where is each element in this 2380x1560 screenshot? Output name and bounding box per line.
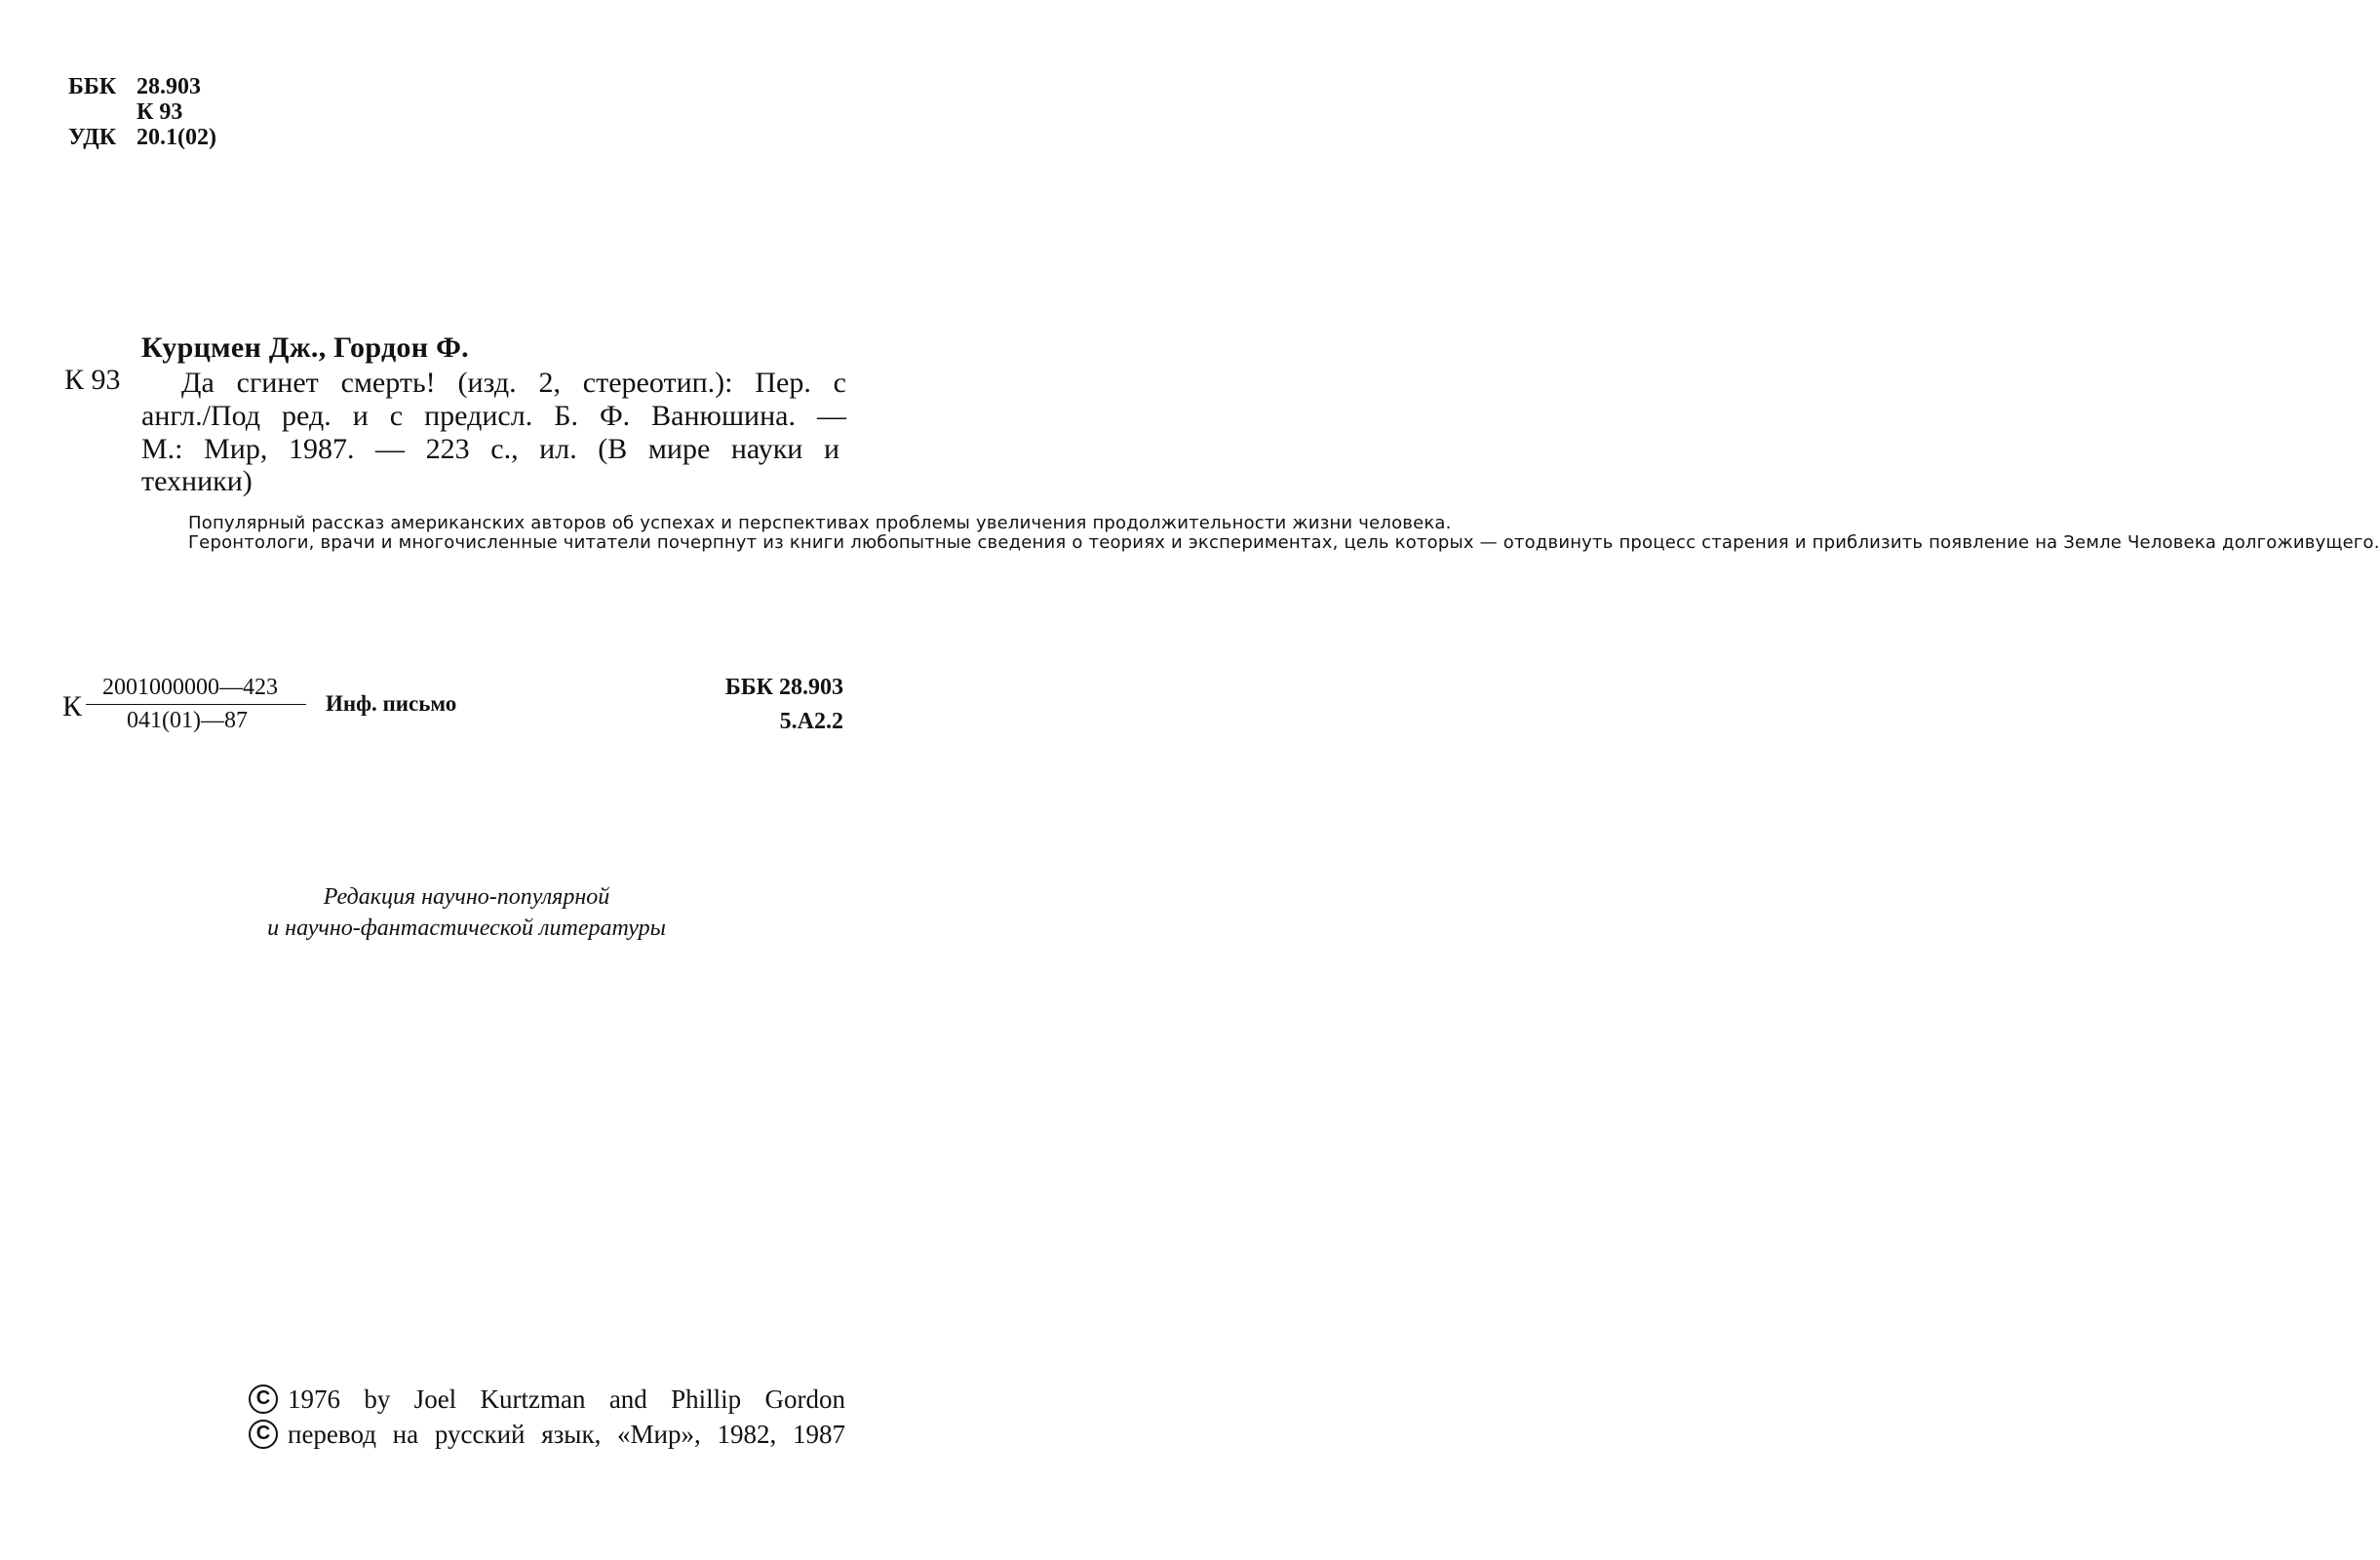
fraction-line — [86, 704, 306, 705]
annotation-paragraph-1: Популярный рассказ американских авторов об успехах и перспективах проблемы увеличения продолжительности жизни человека. — [188, 513, 1452, 533]
entry-line-1: Да сгинет смерть! (изд. 2, стереотип.): Пер. с — [181, 367, 846, 399]
bbk-label: ББК — [68, 74, 117, 99]
copyright-icon: C — [249, 1420, 278, 1449]
copyright-row-2 — [249, 1419, 845, 1450]
index-bbk-extra: 5.А2.2 — [779, 709, 843, 734]
annotation-paragraph-2: Геронтологи, врачи и многочисленные читатели почерпнут из книги любопытные сведения о теориях и экспериментах, цель которых — отодвинуть процесс старения и приблизить появление на Земле Человека долгоживущего. — [188, 532, 2380, 553]
copyright-icon: C — [249, 1384, 278, 1414]
copyright-block — [249, 1384, 845, 1450]
index-denominator: 041(01)—87 — [127, 708, 248, 733]
editorial-line-2: и научно-фантастической литературы — [267, 916, 666, 941]
bbk-code: 28.903 — [137, 74, 201, 99]
authors-heading: Курцмен Дж., Гордон Ф. — [141, 332, 469, 364]
entry-line-3: М.: Мир, 1987. — 223 с., ил. (В мире науки и — [141, 433, 839, 465]
index-note: Инф. письмо — [326, 691, 457, 716]
entry-line-2: англ./Под ред. и с предисл. Б. Ф. Ванюшина. — — [141, 400, 846, 432]
udk-label: УДК — [68, 125, 117, 150]
index-numerator: 2001000000—423 — [102, 675, 278, 700]
index-letter: К — [62, 690, 83, 722]
annotation — [141, 513, 2380, 553]
editorial-line-1: Редакция научно-популярной — [323, 884, 610, 910]
entry-line-4: техники) — [141, 465, 253, 497]
udk-code: 20.1(02) — [137, 125, 216, 150]
index-bbk: ББК 28.903 — [724, 675, 843, 700]
copyright-row-1 — [249, 1384, 845, 1415]
copyright-line-1: 1976 by Joel Kurtzman and Phillip Gordon — [288, 1384, 845, 1414]
cipher: К 93 — [64, 364, 121, 396]
author-sign: К 93 — [137, 99, 183, 125]
classification-block — [0, 74, 293, 152]
copyright-line-2: перевод на русский язык, «Мир», 1982, 1987 — [288, 1420, 845, 1449]
